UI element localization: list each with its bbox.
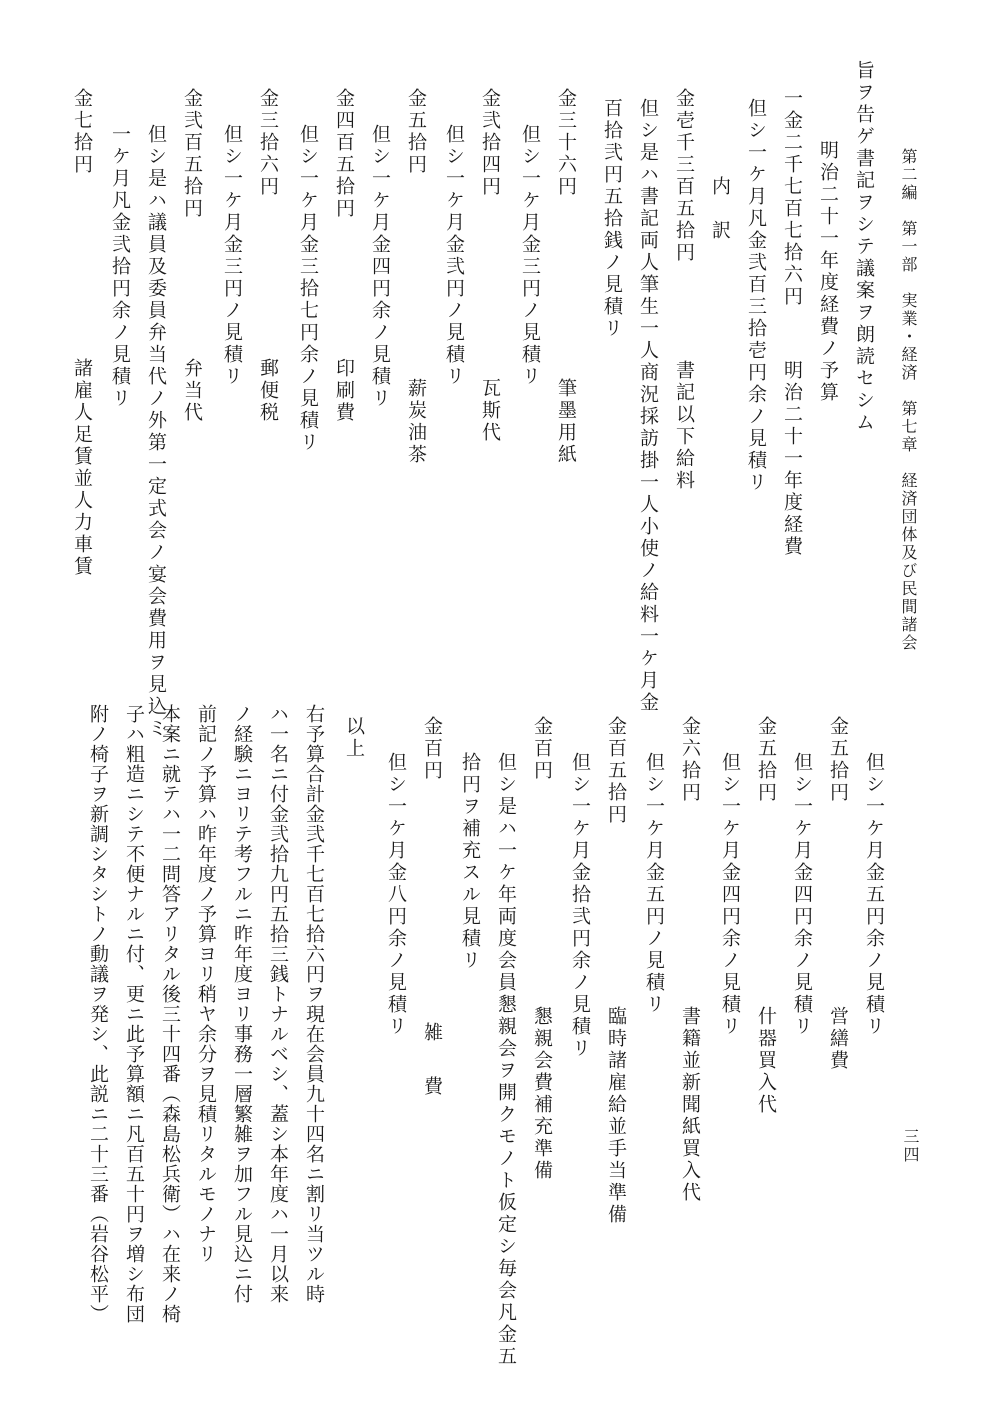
body-line: 金五拾円 [827, 716, 849, 804]
body-line: 瓦斯代 [479, 378, 501, 444]
body-line: 什器買入代 [755, 1006, 777, 1116]
body-line: 但シ一ケ月金三拾七円余ノ見積リ [297, 124, 319, 454]
body-line: 臨時諸雇給並手当準備 [605, 1006, 627, 1226]
body-line: 但シ一ケ月金五円余ノ見積リ [863, 752, 885, 1038]
body-line: ハ一名ニ付金弐拾九円五拾三銭トナルベシ、蓋シ本年度ハ一月以来 [267, 704, 289, 1304]
body-line: 営繕費 [827, 1006, 849, 1072]
body-line: 金三拾六円 [257, 88, 279, 198]
body-line: 但シ一ケ月金四円余ノ見積リ [791, 752, 813, 1038]
body-line: 但シ是ハ議員及委員弁当代ノ外第一定式会ノ宴会費用ヲ見込ミ [145, 124, 167, 740]
body-line: 諸雇人足賃並人力車賃 [71, 358, 93, 578]
body-line: 金百円 [531, 716, 553, 782]
body-line: 本案ニ就テハ一二問答アリタル後三十四番（森島松兵衛）ハ在来ノ椅 [159, 704, 181, 1324]
body-line: 薪炭油茶 [405, 378, 427, 466]
body-line: 金弐拾四円 [479, 88, 501, 198]
body-line: 但シ一ケ月金三円ノ見積リ [221, 124, 243, 388]
body-line: 雑 費 [421, 1022, 443, 1103]
body-line: 子ハ粗造ニシテ不便ナルニ付、更ニ此予算額ニ凡百五十円ヲ増シ布団 [123, 704, 145, 1324]
body-line: 前記ノ予算ハ昨年度ノ予算ヨリ稍ヤ余分ヲ見積リタルモノナリ [195, 704, 217, 1264]
body-line: 郵便税 [257, 358, 279, 424]
body-line: 金百五拾円 [605, 716, 627, 826]
body-line: 金五拾円 [405, 88, 427, 176]
body-line: 一ケ月凡金弐拾円余ノ見積リ [109, 124, 131, 410]
body-line: 印刷費 [333, 358, 355, 424]
body-line: 但シ是ハ書記両人筆生一人商況採訪掛一人小使ノ給料一ケ月金 [637, 98, 659, 714]
running-header: 第二編 第一部 実業・経済 第七章 経済団体及び民間諸会 [899, 148, 918, 652]
body-line: 金三十六円 [555, 88, 577, 198]
body-line: 但シ一ケ月金拾弐円余ノ見積リ [569, 752, 591, 1060]
body-line: 金七拾円 [71, 88, 93, 176]
body-line: 但シ一ケ月金五円ノ見積リ [643, 752, 665, 1016]
body-line: 金壱千三百五拾円 [673, 88, 695, 264]
body-line: 但シ一ケ月金四円余ノ見積リ [719, 752, 741, 1038]
body-line: 書籍並新聞紙買入代 [679, 1006, 701, 1204]
body-line: 金五拾円 [755, 716, 777, 804]
body-line: 但シ一ケ月凡金弐百三拾壱円余ノ見積リ [745, 98, 767, 494]
body-line: 筆墨用紙 [555, 378, 577, 466]
body-line: 但シ是ハ一ケ年両度会員懇親会ヲ開クモノト仮定シ毎会凡金五 [495, 752, 517, 1368]
body-line: 明治二十一年度経費ノ予算 [817, 140, 839, 404]
body-line: 旨ヲ告ゲ書記ヲシテ議案ヲ朗読セシム [853, 60, 875, 434]
body-line: 但シ一ケ月金四円余ノ見積リ [369, 124, 391, 410]
body-line: 弁当代 [181, 358, 203, 424]
body-line: 金百円 [421, 716, 443, 782]
body-line: 書記以下給料 [673, 360, 695, 492]
body-line: 附ノ椅子ヲ新調シタシトノ動議ヲ発シ、此説ニ二十三番（岩谷松平） [87, 704, 109, 1324]
page-number: 三四 [901, 1128, 920, 1164]
body-line: 金六拾円 [679, 716, 701, 804]
body-line: ノ経験ニヨリテ考フルニ昨年度ヨリ事務一層繁雑ヲ加フル見込ニ付 [231, 704, 253, 1304]
body-line: 明治二十一年度経費 [781, 360, 803, 558]
body-line: 拾円ヲ補充スル見積リ [459, 752, 481, 972]
body-line: 金弐百五拾円 [181, 88, 203, 220]
body-line: 右予算合計金弐千七百七拾六円ヲ現在会員九十四名ニ割リ当ツル時 [303, 704, 325, 1304]
body-line: 内 訳 [709, 176, 731, 242]
body-line: 但シ一ケ月金三円ノ見積リ [519, 124, 541, 388]
body-line: 但シ一ケ月金弐円ノ見積リ [443, 124, 465, 388]
body-line: 以上 [343, 716, 365, 760]
body-line: 金四百五拾円 [333, 88, 355, 220]
body-line: 懇親会費補充準備 [531, 1006, 553, 1182]
body-line: 百拾弐円五拾銭ノ見積リ [601, 98, 623, 340]
body-line: 一金二千七百七拾六円 [781, 88, 803, 308]
body-line: 但シ一ケ月金八円余ノ見積リ [385, 752, 407, 1038]
